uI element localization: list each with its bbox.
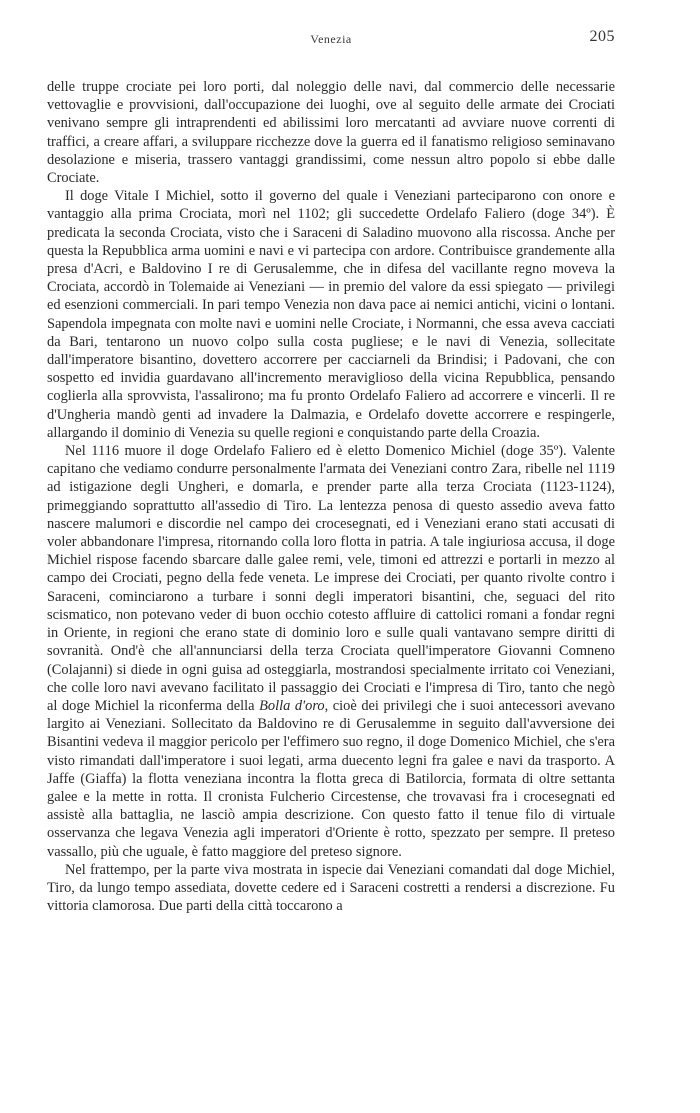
running-head-title: Venezia: [310, 32, 352, 46]
body-text: [47, 78, 615, 915]
paragraph-4: Nel frattempo, per la parte viva mostrata in ispecie dai Veneziani comandati dal doge Michiel, Tiro, da lungo tempo assediata, dovette cedere ed i Saraceni costretti a rendersi a discrezione. Fu vittoria clamorosa. Due parti della città toccarono a: [47, 861, 615, 915]
paragraph-3-text-after: , cioè dei privilegi che i suoi antecessori avevano largito ai Veneziani. Sollecitato da Baldovino re di Gerusalemme in seguito dall'avversione dei Bisantini vedeva il maggior pericolo per l'effimero suo regno, il doge Domenico Michiel, che s'era visto rimandati dall'imperatore i suoi legati, arma duecento legni fra galee e navi da trasporto. A Jaffe (Giaffa) la flotta veneziana incontra la flotta greca di Batilorcia, formata di oltre settanta galee e la mette in rotta. Il cronista Fulcherio Circestense, che trovavasi fra i crocesegnati ed assistè alla battaglia, ne lasciò ampia descrizione. Con questo fatto il tenue filo di virtuale osservanza che legava Venezia agli imperatori d'Oriente è rotto, spezzato per sempre. Il preteso vassallo, più che uguale, è fatto maggiore del preteso signore.: [47, 697, 615, 860]
bolla-d-oro-italic: Bolla d'oro: [259, 697, 325, 714]
paragraph-2: Il doge Vitale I Michiel, sotto il governo del quale i Veneziani parteciparono con onore e vantaggio alla prima Crociata, morì nel 1102; gli succedette Ordelafo Faliero (doge 34º). È predicata la seconda Crociata, visto che i Saraceni di Saladino muovono alla riscossa. Anche per questa la Repubblica arma uomini e navi e vi partecipa con ardore. Contribuisce grandemente alla presa d'Acri, e Baldovino I re di Gerusalemme, che in difesa del vacillante regno moveva la Crociata, accordò in Tolemaide ai Veneziani — in premio del valore da essi spiegato — privilegi ed esenzioni commerciali. In pari tempo Venezia non dava pace ai nemici antichi, vicini o lontani. Sapendola impegnata con molte navi e uomini nelle Crociate, i Normanni, che essa aveva cacciati da Bari, tentarono un nuovo colpo sulla costa pugliese; e le navi di Venezia, sollecitate dall'imperatore bisantino, dovettero accorrere per cacciarneli da Brindisi; i Padovani, che con sospetto ed invidia guardavano all'incremento meraviglioso della vicina Repubblica, pensando coglierla alla sprovvista, l'assalirono; ma fu pronto Ordelafo Faliero ad accorrere e vincerli. Il re d'Ungheria mandò genti ad invadere la Dalmazia, e Ordelafo dovette accorrere e respingerle, allargando il dominio di Venezia su quelle regioni e conquistando parte della Croazia.: [47, 188, 615, 441]
paragraph-1: delle truppe crociate pei loro porti, dal noleggio delle navi, dal commercio delle necessarie vettovaglie e provvisioni, dall'occupazione dei luoghi, ove al seguito delle armate dei Crociati venivano sempre gli intraprendenti ed abilissimi loro mercatanti ad avviare nuove correnti di traffici, a creare affari, a sviluppare ricchezze dove la guerra ed il fanatismo religioso seminavano desolazione e miseria, trassero vantaggi grandissimi, come nessun altro popolo si ebbe dalle Crociate.: [47, 79, 615, 187]
paragraph-3: [47, 442, 615, 861]
paragraph-3-text-before: Nel 1116 muore il doge Ordelafo Faliero ed è eletto Domenico Michiel (doge 35º). Valente capitano che vediamo condurre personalmente l'armata dei Veneziani contro Zara, ribelle nel 1119 ad istigazione degli Ungheri, e domarla, e prender parte alla terza Crociata (1123-1124), primeggiando soprattutto all'assedio di Tiro. La lentezza penosa di questo assedio aveva fatto nascere malumori e discordie nel campo dei crocesegnati, ed i Veneziani erano stati accusati di voler abbandonare l'impresa, ritornando colla loro flotta in patria. A tale ingiuriosa accusa, il doge Michiel rispose facendo sbarcare dalle galee remi, vele, timoni ed attrezzi e portarli in mezzo al campo dei Crociati, pegno della fede veneta. Le imprese dei Crociati, per quanto rivolte contro i Saraceni, cominciarono a turbare i sonni degli imperatori bisantini, che, seguaci del rito scismatico, non potevano veder di buon occhio cotesto affluire di cattolici romani a fondar regni in Oriente, in regioni che erano state di dominio loro e sulle quali vantavano sempre diritti di sovranità. Ond'è che all'annunciarsi della terza Crociata quell'imperatore Giovanni Comneno (Colajanni) si diede in ogni guisa ad osteggiarla, mostrandosi specialmente irritato coi Veneziani, che colle loro navi avevano facilitato il passaggio dei Crociati e l'impresa di Tiro, tanto che negò al doge Michiel la riconferma della: [47, 443, 615, 714]
page-number: 205: [589, 28, 615, 45]
page: [47, 28, 615, 915]
running-head: [47, 28, 615, 50]
